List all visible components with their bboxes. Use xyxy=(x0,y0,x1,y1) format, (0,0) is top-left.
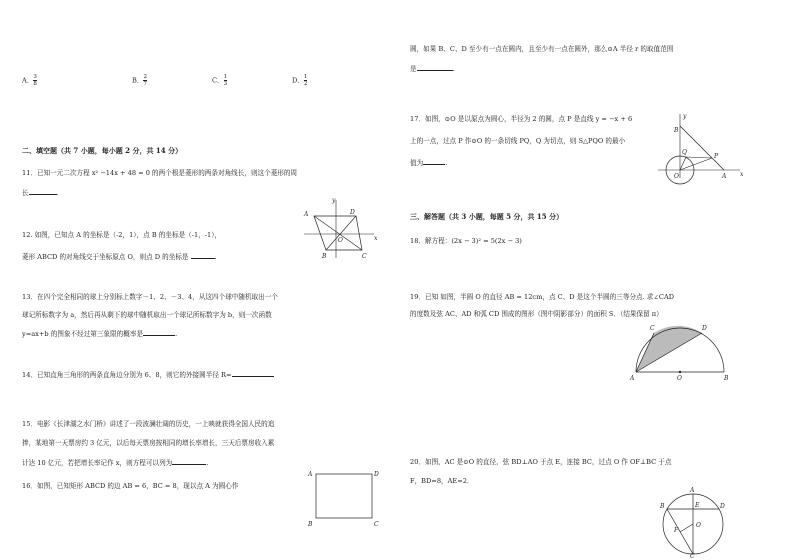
q20-line2: F，BD=8，AE=2． xyxy=(410,477,474,485)
q20-circle-figure xyxy=(656,484,730,558)
label-y: y xyxy=(683,113,687,120)
q12-line2: 菱形 ABCD 的对角线交于坐标原点 O，则点 D 的坐标是 . xyxy=(22,253,217,261)
label-b: B xyxy=(322,253,327,260)
q13-line3: y=ax+b 的图象不经过第三象限的概率是 . xyxy=(22,330,178,338)
q12-line1: 12. 如图，已知点 A 的坐标是（-2，1），点 B 的坐标是（-1，-1）， xyxy=(22,231,222,239)
q17-line2: 上的一点，过点 P 作⊙O 的一条切线 PQ，Q 为切点，则 S△PQO 的最小 xyxy=(410,137,626,145)
shaded-region xyxy=(636,326,702,372)
q15-line2: 捧，某地第一天票房约 3 亿元，以后每天票房按相同的增长率增长，三天后票房收入累 xyxy=(22,439,275,447)
label-c: C xyxy=(362,253,367,260)
q17-line3: 值为 . xyxy=(410,159,448,167)
q16-cont-line2: 是 . xyxy=(410,65,455,73)
section2-title: 二、填空题（共 7 小题，每小题 2 分，共 14 分） xyxy=(22,146,183,155)
label-o: O xyxy=(677,375,682,382)
q17-line1: 17．如图，⊙O 是以原点为圆心，半径为 2 的圆，点 P 是直线 y = −x + 6 xyxy=(410,115,633,123)
section3-title: 三、解答题（共 3 小题，每题 5 分，共 15 分） xyxy=(410,212,564,221)
label-f: F xyxy=(674,527,679,534)
label-a: A xyxy=(308,471,313,478)
label-a: A xyxy=(722,173,727,180)
label-o: O xyxy=(696,522,701,529)
segment-bc xyxy=(667,509,693,554)
label-d: D xyxy=(350,209,355,216)
label-b: B xyxy=(308,521,313,528)
label-d: D xyxy=(702,325,707,332)
q20-line1: 20．如图，AC 是⊙O 的直径，弦 BD⊥AO 于点 E，连接 BC，过点 O 作 OF⊥BC 于点 xyxy=(410,458,672,466)
rectangle-abcd xyxy=(316,474,372,518)
line-ab xyxy=(680,126,724,170)
label-a: A xyxy=(690,487,695,494)
label-b: B xyxy=(674,127,679,134)
label-d: D xyxy=(374,471,379,478)
label-a: A xyxy=(304,211,309,218)
option-b: B． $\frac{2}{7}$ xyxy=(132,74,147,87)
option-a: A． $\frac{3}{8}$ xyxy=(22,74,37,87)
q13-line1: 13．在四个完全相同的球上分别标上数字－1、2、－3、4，从这四个球中随机取出一个 xyxy=(22,293,278,301)
label-c: C xyxy=(374,521,379,528)
q13-line2: 球记所标数字为 a，然后再从剩下的球中随机取出一个球记所标数字为 b，则一次函数 xyxy=(22,311,272,319)
q18-line1: 18．解方程：(2x − 3)² = 5(2x − 3) xyxy=(410,237,522,245)
option-d: D． $\frac{1}{2}$ xyxy=(292,74,308,87)
label-x: x xyxy=(374,235,378,242)
label-o: O xyxy=(338,237,343,244)
q11-line2: 长 . xyxy=(22,189,59,197)
label-c: C xyxy=(690,553,695,560)
label-x: x xyxy=(740,171,744,178)
q11-line1: 11．已知一元二次方程 x² −14x + 48 = 0 的两个根是菱形的两条对角线长，则这个菱形的周 xyxy=(22,169,298,177)
label-d: D xyxy=(720,503,725,510)
tangent-pq xyxy=(686,157,712,158)
q17-circle-line-figure xyxy=(656,112,746,180)
q19-line2: 的度数及弦 AC、AD 和弧 CD 围成的图形（图中阴影部分）的面积 S．（结果保留 π） xyxy=(410,310,663,318)
label-e: E xyxy=(695,502,700,509)
q12-rhombus-figure xyxy=(300,196,380,260)
label-b: B xyxy=(724,375,729,382)
q19-semicircle-figure xyxy=(628,320,732,382)
label-p: P xyxy=(714,153,719,160)
label-q: Q xyxy=(682,149,687,156)
label-y: y xyxy=(332,197,336,204)
label-o: O xyxy=(674,173,679,180)
q15-line1: 15．电影《长津湖之水门桥》讲述了一段波澜壮阔的历史，一上映就获得全国人民的追 xyxy=(22,420,275,428)
q19-line1: 19．已知 如图，半圆 O 的直径 AB = 12cm，点 C、D 是这个半圆的三等分点. 求∠CAD xyxy=(410,293,675,301)
q16-rectangle-figure xyxy=(306,468,382,528)
label-b: B xyxy=(660,503,665,510)
q16-line1: 16．如图，已知矩形 ABCD 的边 AB = 6，BC = 8，现以点 A 为圆心作 xyxy=(22,482,239,490)
label-a: A xyxy=(630,375,635,382)
q14-line1: 14．已知直角三角形的两条直角边分别为 6、8，则它的外接圆半径 R= xyxy=(22,370,274,380)
label-c: C xyxy=(650,325,655,332)
q16-cont-line1: 圆，如果 B、C、D 至少有一点在圆内，且至少有一点在圆外，那么⊙A 半径 r 的取值范围 xyxy=(410,45,674,53)
q15-line3: 计达 10 亿元，若把增长率记作 x，则方程可以列为 . xyxy=(22,459,209,467)
segment-of xyxy=(680,524,693,532)
option-c: C． $\frac{1}{3}$ xyxy=(212,74,228,87)
